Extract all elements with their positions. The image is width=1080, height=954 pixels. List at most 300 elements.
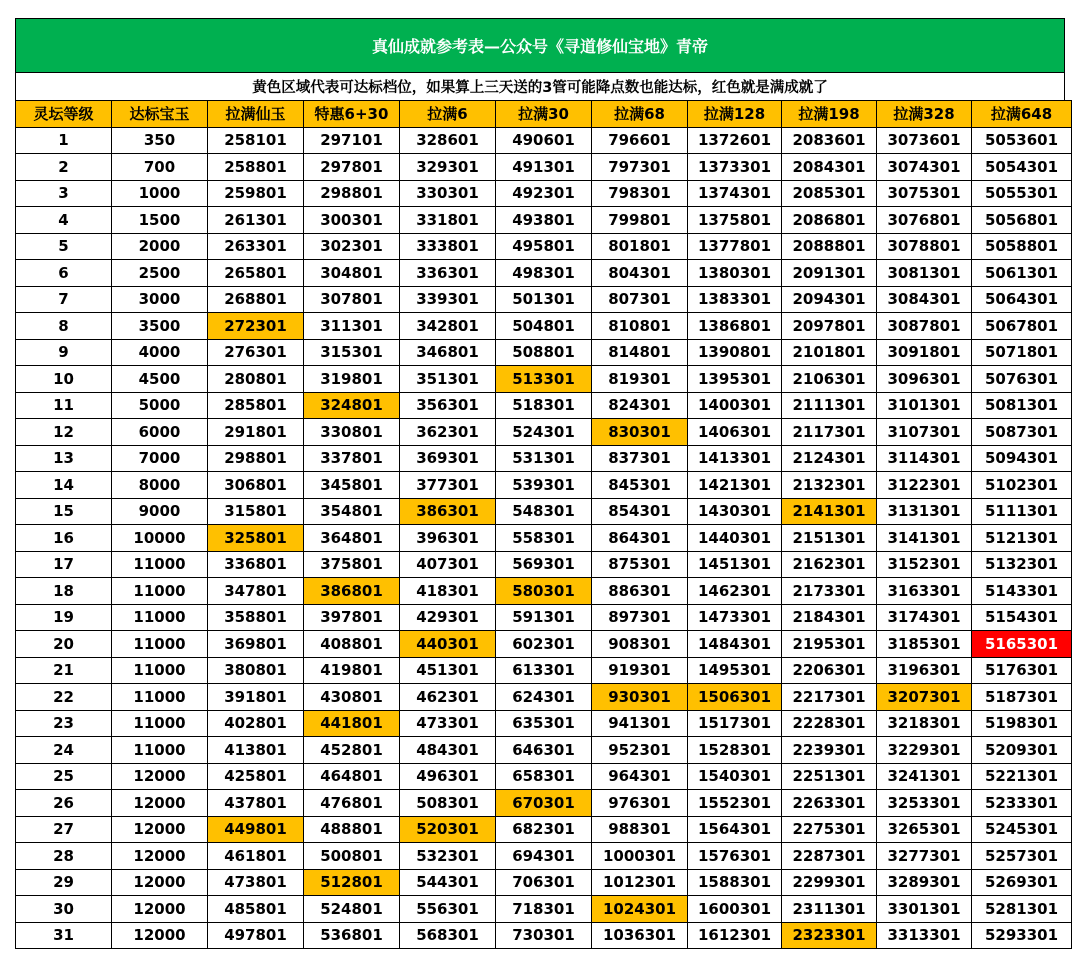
table-cell: 1012301 (592, 869, 688, 896)
table-cell: 263301 (208, 233, 304, 260)
table-row (16, 604, 1072, 631)
table-cell: 328601 (400, 127, 496, 154)
table-cell: 307801 (304, 286, 400, 313)
table-cell: 1612301 (688, 922, 782, 949)
table-row (16, 922, 1072, 949)
table-cell: 5221301 (972, 763, 1072, 790)
table-cell: 265801 (208, 260, 304, 287)
table-row (16, 578, 1072, 605)
table-cell: 1500 (112, 207, 208, 234)
table-cell: 5154301 (972, 604, 1072, 631)
table-cell: 331801 (400, 207, 496, 234)
table-cell: 544301 (400, 869, 496, 896)
table-body (16, 127, 1072, 949)
table-cell: 5293301 (972, 922, 1072, 949)
table-cell: 495801 (496, 233, 592, 260)
table-cell: 311301 (304, 313, 400, 340)
table-cell: 5064301 (972, 286, 1072, 313)
table-cell: 1400301 (688, 392, 782, 419)
table-cell: 484301 (400, 737, 496, 764)
table-cell: 8 (16, 313, 112, 340)
table-cell: 5054301 (972, 154, 1072, 181)
table-cell: 23 (16, 710, 112, 737)
table-cell: 298801 (208, 445, 304, 472)
table-cell: 558301 (496, 525, 592, 552)
table-cell: 3076801 (877, 207, 972, 234)
table-cell: 386801 (304, 578, 400, 605)
table-row (16, 154, 1072, 181)
table-cell: 15 (16, 498, 112, 525)
table-cell: 12000 (112, 896, 208, 923)
table-cell: 302301 (304, 233, 400, 260)
table-row (16, 180, 1072, 207)
table-row (16, 419, 1072, 446)
table-cell: 488801 (304, 816, 400, 843)
table-cell: 2151301 (782, 525, 877, 552)
table-cell: 3131301 (877, 498, 972, 525)
table-cell: 306801 (208, 472, 304, 499)
table-cell: 3301301 (877, 896, 972, 923)
table-cell: 5198301 (972, 710, 1072, 737)
table-cell: 362301 (400, 419, 496, 446)
table-cell: 4000 (112, 339, 208, 366)
table-cell: 2263301 (782, 790, 877, 817)
table-cell: 3163301 (877, 578, 972, 605)
table-cell: 824301 (592, 392, 688, 419)
table-cell: 9000 (112, 498, 208, 525)
table-cell: 6 (16, 260, 112, 287)
table-cell: 837301 (592, 445, 688, 472)
table-cell: 2106301 (782, 366, 877, 393)
table-cell: 9 (16, 339, 112, 366)
table-cell: 3114301 (877, 445, 972, 472)
table-row (16, 392, 1072, 419)
table-cell: 12000 (112, 869, 208, 896)
table-cell: 391801 (208, 684, 304, 711)
table-cell: 5187301 (972, 684, 1072, 711)
table-cell: 814801 (592, 339, 688, 366)
table-cell: 5245301 (972, 816, 1072, 843)
table-cell: 12 (16, 419, 112, 446)
table-cell: 810801 (592, 313, 688, 340)
table-cell: 2083601 (782, 127, 877, 154)
table-cell: 569301 (496, 551, 592, 578)
table-cell: 2311301 (782, 896, 877, 923)
table-cell: 2084301 (782, 154, 877, 181)
table-cell: 1552301 (688, 790, 782, 817)
table-cell: 5056801 (972, 207, 1072, 234)
table-cell: 464801 (304, 763, 400, 790)
table-cell: 5081301 (972, 392, 1072, 419)
table-row (16, 525, 1072, 552)
table-cell: 2184301 (782, 604, 877, 631)
table-cell: 646301 (496, 737, 592, 764)
table-cell: 396301 (400, 525, 496, 552)
table-cell: 864301 (592, 525, 688, 552)
table-cell: 930301 (592, 684, 688, 711)
table-cell: 819301 (592, 366, 688, 393)
table-cell: 351301 (400, 366, 496, 393)
table-cell: 304801 (304, 260, 400, 287)
table-cell: 496301 (400, 763, 496, 790)
table-cell: 694301 (496, 843, 592, 870)
table-cell: 508301 (400, 790, 496, 817)
table-cell: 291801 (208, 419, 304, 446)
table-cell: 5061301 (972, 260, 1072, 287)
table-cell: 3078801 (877, 233, 972, 260)
table-cell: 11000 (112, 578, 208, 605)
table-cell: 1576301 (688, 843, 782, 870)
table-cell: 501301 (496, 286, 592, 313)
table-cell: 315801 (208, 498, 304, 525)
table-cell: 2500 (112, 260, 208, 287)
table-cell: 11000 (112, 684, 208, 711)
table-cell: 670301 (496, 790, 592, 817)
table-cell: 2287301 (782, 843, 877, 870)
table-cell: 3 (16, 180, 112, 207)
table-row (16, 498, 1072, 525)
table-cell: 5053601 (972, 127, 1072, 154)
table-cell: 875301 (592, 551, 688, 578)
table-cell: 1395301 (688, 366, 782, 393)
table-cell: 30 (16, 896, 112, 923)
table-cell: 3207301 (877, 684, 972, 711)
table-cell: 2239301 (782, 737, 877, 764)
table-cell: 10 (16, 366, 112, 393)
table-cell: 5111301 (972, 498, 1072, 525)
table-cell: 568301 (400, 922, 496, 949)
table-cell: 988301 (592, 816, 688, 843)
table-cell: 369301 (400, 445, 496, 472)
table-cell: 319801 (304, 366, 400, 393)
table-cell: 21 (16, 657, 112, 684)
table-cell: 440301 (400, 631, 496, 658)
table-cell: 258101 (208, 127, 304, 154)
table-cell: 520301 (400, 816, 496, 843)
table-row (16, 339, 1072, 366)
table-cell: 441801 (304, 710, 400, 737)
table-cell: 11000 (112, 551, 208, 578)
table-cell: 964301 (592, 763, 688, 790)
table-cell: 13 (16, 445, 112, 472)
table-cell: 425801 (208, 763, 304, 790)
table-cell: 336301 (400, 260, 496, 287)
table-cell: 418301 (400, 578, 496, 605)
table-cell: 297101 (304, 127, 400, 154)
table-cell: 2091301 (782, 260, 877, 287)
table-cell: 1406301 (688, 419, 782, 446)
table-cell: 7000 (112, 445, 208, 472)
table-cell: 31 (16, 922, 112, 949)
table-cell: 6000 (112, 419, 208, 446)
table-row (16, 233, 1072, 260)
table-cell: 2195301 (782, 631, 877, 658)
table-cell: 508801 (496, 339, 592, 366)
table-row (16, 207, 1072, 234)
table-cell: 17 (16, 551, 112, 578)
table-cell: 356301 (400, 392, 496, 419)
table-cell: 407301 (400, 551, 496, 578)
table-cell: 2088801 (782, 233, 877, 260)
table-cell: 3500 (112, 313, 208, 340)
table-cell: 2085301 (782, 180, 877, 207)
table-cell: 1517301 (688, 710, 782, 737)
table-cell: 3084301 (877, 286, 972, 313)
table-cell: 419801 (304, 657, 400, 684)
table-cell: 2117301 (782, 419, 877, 446)
table-cell: 2217301 (782, 684, 877, 711)
table-row (16, 127, 1072, 154)
table-cell: 380801 (208, 657, 304, 684)
table-cell: 3185301 (877, 631, 972, 658)
table-cell: 22 (16, 684, 112, 711)
table-cell: 1372601 (688, 127, 782, 154)
table-row (16, 445, 1072, 472)
table-cell: 4 (16, 207, 112, 234)
table-cell: 3229301 (877, 737, 972, 764)
table-cell: 2299301 (782, 869, 877, 896)
table-cell: 498301 (496, 260, 592, 287)
table-cell: 500801 (304, 843, 400, 870)
table-cell: 1421301 (688, 472, 782, 499)
table-row (16, 710, 1072, 737)
table-cell: 624301 (496, 684, 592, 711)
table-cell: 485801 (208, 896, 304, 923)
table-cell: 25 (16, 763, 112, 790)
table-cell: 886301 (592, 578, 688, 605)
table-cell: 1024301 (592, 896, 688, 923)
table-cell: 2111301 (782, 392, 877, 419)
table-row (16, 816, 1072, 843)
table-cell: 613301 (496, 657, 592, 684)
table-subtitle: 黄色区域代表可达标档位，如果算上三天送的3管可能降点数也能达标，红色就是满成就了 (15, 73, 1065, 100)
table-cell: 513301 (496, 366, 592, 393)
table-cell: 345801 (304, 472, 400, 499)
table-cell: 11000 (112, 657, 208, 684)
table-cell: 3073601 (877, 127, 972, 154)
table-cell: 798301 (592, 180, 688, 207)
table-cell: 11000 (112, 710, 208, 737)
table-cell: 377301 (400, 472, 496, 499)
table-cell: 3107301 (877, 419, 972, 446)
table-cell: 490601 (496, 127, 592, 154)
table-cell: 2 (16, 154, 112, 181)
table-cell: 491301 (496, 154, 592, 181)
table-cell: 5143301 (972, 578, 1072, 605)
table-cell: 3313301 (877, 922, 972, 949)
table-cell: 3289301 (877, 869, 972, 896)
table-cell: 2228301 (782, 710, 877, 737)
table-cell: 2275301 (782, 816, 877, 843)
table-cell: 3218301 (877, 710, 972, 737)
table-cell: 5165301 (972, 631, 1072, 658)
table-cell: 259801 (208, 180, 304, 207)
table-cell: 512801 (304, 869, 400, 896)
table-cell: 5269301 (972, 869, 1072, 896)
table-cell: 3075301 (877, 180, 972, 207)
table-cell: 473801 (208, 869, 304, 896)
table-cell: 635301 (496, 710, 592, 737)
table-cell: 12000 (112, 816, 208, 843)
table-cell: 5132301 (972, 551, 1072, 578)
table-row (16, 843, 1072, 870)
table-cell: 408801 (304, 631, 400, 658)
table-cell: 591301 (496, 604, 592, 631)
table-cell: 364801 (304, 525, 400, 552)
table-row (16, 286, 1072, 313)
table-cell: 10000 (112, 525, 208, 552)
table-cell: 337801 (304, 445, 400, 472)
table-cell: 1564301 (688, 816, 782, 843)
table-cell: 2206301 (782, 657, 877, 684)
table-cell: 1383301 (688, 286, 782, 313)
table-cell: 324801 (304, 392, 400, 419)
achievement-table (15, 100, 1072, 949)
table-cell: 375801 (304, 551, 400, 578)
table-cell: 5 (16, 233, 112, 260)
table-cell: 346801 (400, 339, 496, 366)
spreadsheet (15, 18, 1065, 949)
table-cell: 3253301 (877, 790, 972, 817)
column-header: 拉满68 (592, 101, 688, 128)
table-cell: 1036301 (592, 922, 688, 949)
table-cell: 261301 (208, 207, 304, 234)
table-cell: 11000 (112, 631, 208, 658)
table-cell: 1413301 (688, 445, 782, 472)
table-cell: 5094301 (972, 445, 1072, 472)
table-cell: 807301 (592, 286, 688, 313)
table-cell: 2086801 (782, 207, 877, 234)
table-row (16, 631, 1072, 658)
table-cell: 19 (16, 604, 112, 631)
table-cell: 5176301 (972, 657, 1072, 684)
table-row (16, 551, 1072, 578)
table-cell: 1484301 (688, 631, 782, 658)
table-cell: 347801 (208, 578, 304, 605)
table-cell: 2101801 (782, 339, 877, 366)
table-cell: 16 (16, 525, 112, 552)
table-cell: 804301 (592, 260, 688, 287)
table-cell: 504801 (496, 313, 592, 340)
table-cell: 830301 (592, 419, 688, 446)
table-cell: 11000 (112, 737, 208, 764)
table-cell: 26 (16, 790, 112, 817)
table-cell: 2000 (112, 233, 208, 260)
table-cell: 718301 (496, 896, 592, 923)
table-cell: 5102301 (972, 472, 1072, 499)
table-cell: 386301 (400, 498, 496, 525)
table-cell: 462301 (400, 684, 496, 711)
table-cell: 24 (16, 737, 112, 764)
table-cell: 27 (16, 816, 112, 843)
table-cell: 548301 (496, 498, 592, 525)
table-cell: 5067801 (972, 313, 1072, 340)
table-cell: 1540301 (688, 763, 782, 790)
table-cell: 1390801 (688, 339, 782, 366)
table-cell: 524301 (496, 419, 592, 446)
table-cell: 461801 (208, 843, 304, 870)
column-header: 拉满仙玉 (208, 101, 304, 128)
table-cell: 413801 (208, 737, 304, 764)
table-cell: 3096301 (877, 366, 972, 393)
table-cell: 1528301 (688, 737, 782, 764)
table-cell: 28 (16, 843, 112, 870)
table-cell: 1451301 (688, 551, 782, 578)
table-cell: 700 (112, 154, 208, 181)
table-cell: 315301 (304, 339, 400, 366)
table-cell: 799801 (592, 207, 688, 234)
table-row (16, 260, 1072, 287)
table-row (16, 313, 1072, 340)
table-cell: 497801 (208, 922, 304, 949)
table-cell: 556301 (400, 896, 496, 923)
table-cell: 1380301 (688, 260, 782, 287)
table-cell: 1 (16, 127, 112, 154)
table-cell: 12000 (112, 843, 208, 870)
table-cell: 919301 (592, 657, 688, 684)
table-cell: 682301 (496, 816, 592, 843)
table-cell: 5055301 (972, 180, 1072, 207)
table-cell: 3074301 (877, 154, 972, 181)
table-cell: 336801 (208, 551, 304, 578)
table-cell: 330801 (304, 419, 400, 446)
table-cell: 358801 (208, 604, 304, 631)
table-cell: 272301 (208, 313, 304, 340)
table-cell: 2132301 (782, 472, 877, 499)
table-cell: 602301 (496, 631, 592, 658)
table-cell: 476801 (304, 790, 400, 817)
table-cell: 285801 (208, 392, 304, 419)
table-cell: 2094301 (782, 286, 877, 313)
column-header: 达标宝玉 (112, 101, 208, 128)
table-cell: 854301 (592, 498, 688, 525)
table-cell: 1000 (112, 180, 208, 207)
table-cell: 1473301 (688, 604, 782, 631)
table-cell: 518301 (496, 392, 592, 419)
table-cell: 1000301 (592, 843, 688, 870)
table-cell: 397801 (304, 604, 400, 631)
table-cell: 330301 (400, 180, 496, 207)
table-cell: 3101301 (877, 392, 972, 419)
table-cell: 5257301 (972, 843, 1072, 870)
column-header: 拉满128 (688, 101, 782, 128)
table-cell: 1377801 (688, 233, 782, 260)
table-cell: 3152301 (877, 551, 972, 578)
table-cell: 3141301 (877, 525, 972, 552)
table-cell: 325801 (208, 525, 304, 552)
table-cell: 524801 (304, 896, 400, 923)
table-cell: 492301 (496, 180, 592, 207)
table-cell: 339301 (400, 286, 496, 313)
table-row (16, 790, 1072, 817)
table-cell: 437801 (208, 790, 304, 817)
table-cell: 18 (16, 578, 112, 605)
table-cell: 5233301 (972, 790, 1072, 817)
table-cell: 730301 (496, 922, 592, 949)
table-cell: 452801 (304, 737, 400, 764)
table-cell: 2124301 (782, 445, 877, 472)
table-cell: 3241301 (877, 763, 972, 790)
table-cell: 354801 (304, 498, 400, 525)
column-header: 拉满328 (877, 101, 972, 128)
table-cell: 297801 (304, 154, 400, 181)
table-cell: 580301 (496, 578, 592, 605)
table-cell: 280801 (208, 366, 304, 393)
table-cell: 531301 (496, 445, 592, 472)
table-cell: 5087301 (972, 419, 1072, 446)
table-cell: 3265301 (877, 816, 972, 843)
table-cell: 429301 (400, 604, 496, 631)
